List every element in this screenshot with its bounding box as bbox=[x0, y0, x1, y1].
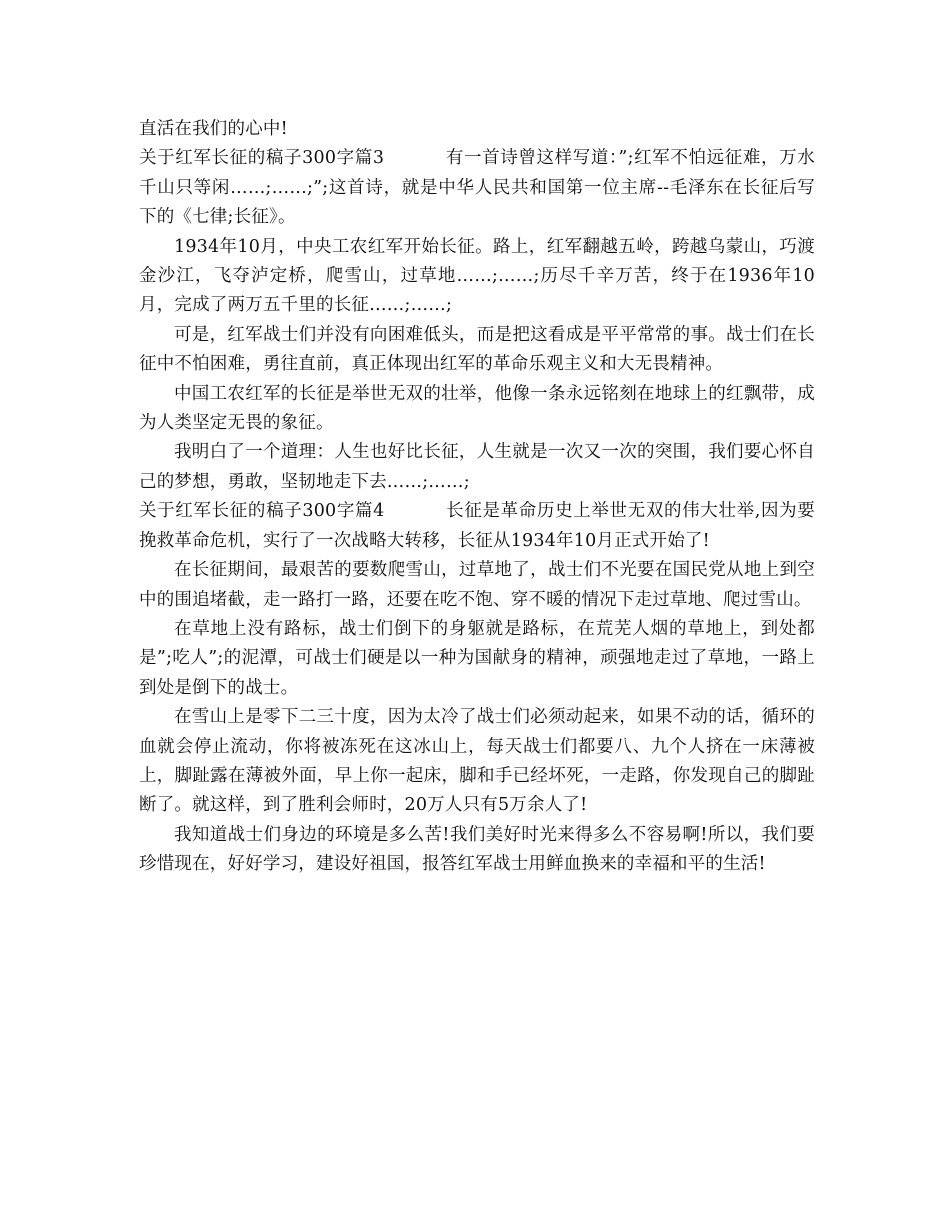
paragraph: 在长征期间，最艰苦的要数爬雪山，过草地了，战士们不光要在国民党从地上到空中的围追堵截，走一路打一路，还要在吃不饱、穿不暖的情况下走过草地、爬过雪山。 bbox=[139, 560, 815, 610]
paragraph: 我知道战士们身边的环境是多么苦!我们美好时光来得多么不容易啊!所以，我们要珍惜现在，好好学习，建设好祖国，报答红军战士用鲜血换来的幸福和平的生活! bbox=[139, 824, 815, 875]
section-3-intro: 有一首诗曾这样写道：”;红军不怕远征难，万水千山只等闲……;……;”;这首诗，就是中华人民共和国第一位主席--毛泽东在长征后写下的《七律;长征》。 bbox=[139, 148, 815, 228]
paragraph-continuation: 直活在我们的心中! bbox=[139, 119, 288, 139]
paragraph: 可是，红军战士们并没有向困难低头，而是把这看成是平平常常的事。战士们在长征中不怕困难，勇往直前，真正体现出红军的革命乐观主义和大无畏精神。 bbox=[139, 324, 815, 375]
paragraph: 我明白了一个道理：人生也好比长征，人生就是一次又一次的突围，我们要心怀自己的梦想，勇敢，坚韧地走下去……;……; bbox=[139, 442, 815, 492]
section-3 bbox=[139, 144, 815, 232]
paragraph: 中国工农红军的长征是举世无双的壮举，他像一条永远铭刻在地球上的红飘带，成为人类坚定无畏的象征。 bbox=[139, 383, 815, 434]
document-body bbox=[139, 115, 815, 880]
section-4-intro: 长征是革命历史上举世无双的伟大壮举,因为要挽救革命危机，实行了一次战略大转移，长征从1934年10月正式开始了! bbox=[139, 501, 815, 551]
section-4-heading: 关于红军长征的稿子300字篇4 bbox=[139, 501, 385, 522]
paragraph: 在雪山上是零下二三十度，因为太冷了战士们必须动起来，如果不动的话，循环的血就会停止流动，你将被冻死在这冰山上，每天战士们都要八、九个人挤在一床薄被上，脚趾露在薄被外面，早上你一起床，脚和手已经坏死，一走路，你发现自己的脚趾断了。就这样，到了胜利会师时，20万人只有5万余人了! bbox=[139, 707, 815, 816]
paragraph: 1934年10月，中央工农红军开始长征。路上，红军翻越五岭，跨越乌蒙山，巧渡金沙江，飞夺泸定桥，爬雪山，过草地……;……;历尽千辛万苦，终于在1936年10月，完成了两万五千里的长征……;……; bbox=[139, 236, 815, 316]
section-4 bbox=[139, 497, 815, 556]
section-3-heading: 关于红军长征的稿子300字篇3 bbox=[139, 148, 385, 169]
paragraph: 在草地上没有路标，战士们倒下的身躯就是路标，在荒芜人烟的草地上，到处都是”;吃人”;的泥潭，可战士们硬是以一种为国献身的精神，顽强地走过了草地，一路上到处是倒下的战士。 bbox=[139, 618, 815, 698]
